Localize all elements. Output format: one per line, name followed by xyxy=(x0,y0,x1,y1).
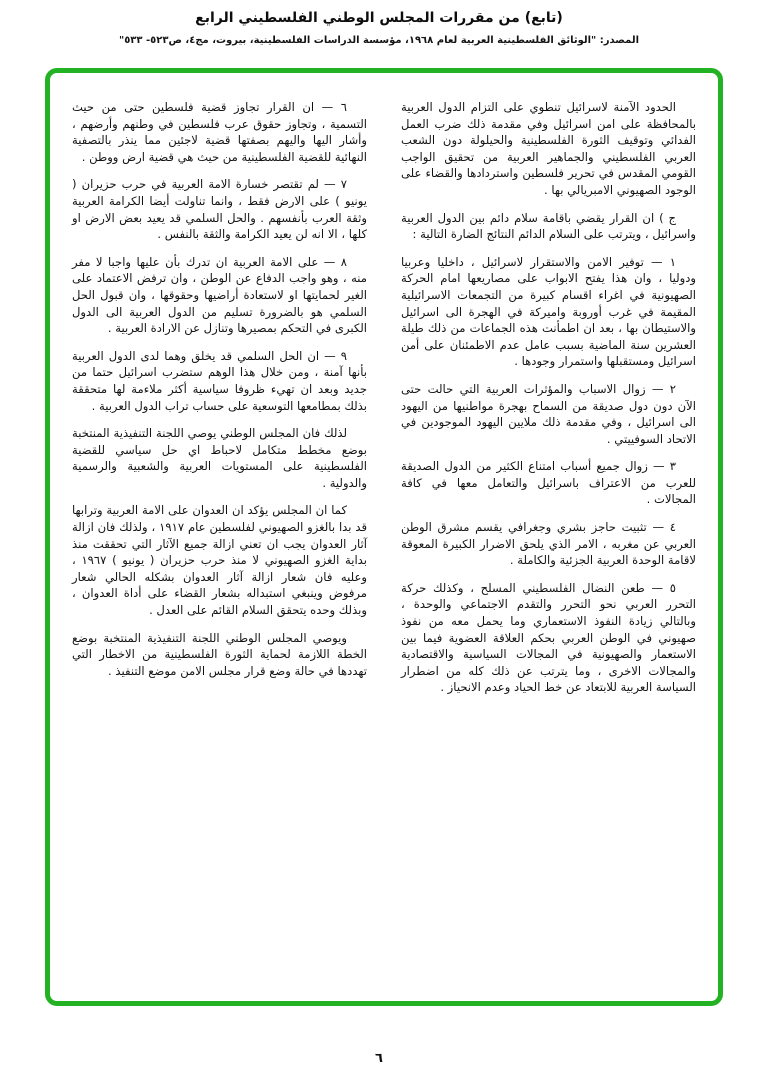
paragraph: ٦ — ان القرار تجاوز قضية فلسطين حتى من حيث التسمية ، وتجاوز حقوق عرب فلسطين في وطنهم وأرضهم ، وأشار اليها واليهم بصفتها قضية لاجئين مما ينذر بالتصفية النهائية للقضية الفلسطينية من حيث هي قضية ارض ووطن . xyxy=(72,100,367,164)
paragraph: ٨ — على الامة العربية ان تدرك بأن عليها واجبا لا مفر منه ، وهو واجب الدفاع عن الوطن ، وان ترفض الاعتماد على الغير لحمايتها او لاستعادة أراضيها وحقوقها ، وان قبول الحل السلمي هو بالضرورة تسليم من الدول العربية الى الدول الكبرى في التحكم بمصيرها وتنازل عن الارادة العربية . xyxy=(72,254,367,336)
page-number: ٦ xyxy=(375,1051,383,1066)
green-border-frame xyxy=(45,68,723,1006)
paragraph: ويوصي المجلس الوطني اللجنة التنفيذية المنتخبة بوضع الخطة اللازمة لحماية الثورة الفلسطينية من الاخطار التي تهددها في حالة وضع قرار مجلس الامن موضع التنفيذ . xyxy=(72,630,367,678)
paragraph: ٩ — ان الحل السلمي قد يخلق وهما لدى الدول العربية بأنها آمنة ، ومن خلال هذا الوهم ستضرب اسرائيل حتما من جديد وبعد ان تهيء ظروفا سياسية أكثر ملاءمة لها متحققة بذلك بمطامعها التوسعية على حساب تراب الدول العربية . xyxy=(72,348,367,413)
paragraph: ١ — توفير الامن والاستقرار لاسرائيل ، داخليا وعربيا ودوليا ، وان هذا يفتح الابواب على مصاريعها امام الحركة الصهيونية في اغراء اقسام كبيرة من التجمعات الاسرائيلية المقيمة في غرب أوروبة واميركة في الهجرة الى اسرائيل والاستيطان بها ، بعد ان اطمأنت هذه الجماعات من ذلك طيلة العشرين سنة الماضية بسبب عامل عدم الاطمئنان على أمن اسرائيل ومستقبلها واستمرار وجودها . xyxy=(401,254,696,369)
paragraph: لذلك فان المجلس الوطني يوصي اللجنة التنفيذية المنتخبة بوضع مخطط متكامل لاحباط اي حل سياسي للقضية الفلسطينية على المستويات العربية والشعبية والرسمية والدولية . xyxy=(72,426,367,490)
paragraph: ٤ — تثبيت حاجز بشري وجغرافي يقسم مشرق الوطن العربي عن مغربه ، الامر الذي يلحق الاضرار الكبيرة المعوقة لاقامة الوحدة العربية الجزئية والكاملة . xyxy=(401,520,696,568)
paragraph: ٥ — طعن النضال الفلسطيني المسلح ، وكذلك حركة التحرر العربي نحو التحرر والتقدم الاجتماعي والوحدة ، وبالتالي زيادة النفوذ الاستعماري وما يحمل معه من نفوذ صهيوني في الوطن العربي بحكم العلاقة العضوية فيما بين الاستعمار والصهيونية في المجالات السياسية والاقتصادية والمجالات الاخرى ، وما يترتب عن ذلك كله من اضطرار السياسة العربية للابتعاد عن خط الحياد وعدم الانحياز . xyxy=(401,580,696,695)
right-column xyxy=(401,99,696,981)
paragraph: كما ان المجلس يؤكد ان العدوان على الامة العربية وترابها قد بدا بالغزو الصهيوني لفلسطين عام ١٩١٧ ، ولذلك فان ازالة آثار العدوان يجب ان تعني ازالة جميع الآثار التي تحققت منذ بداية الغزو الصهيوني لا منذ حرب حزيران ( يونيو ) ١٩٦٧ ، وعليه فان شعار ازالة آثار العدوان بشكله الحالي شعار مرفوض وينبغي استبداله بشعار القضاء على أداة العدوان ، وبذلك وحده يتحقق السلام القائم على العدل . xyxy=(72,503,367,618)
left-column xyxy=(72,99,367,981)
text-columns xyxy=(50,73,718,1001)
paragraph: ج ) ان القرار يقضي باقامة سلام دائم بين الدول العربية واسرائيل ، ويترتب على السلام الدائم النتائج الضارة التالية : xyxy=(401,210,696,242)
page-header xyxy=(0,0,758,46)
paragraph: الحدود الآمنة لاسرائيل تنطوي على التزام الدول العربية بالمحافظة على امن اسرائيل وفي مقدمة ذلك ضرب العمل الفدائي وتوقيف الثورة الفلسطينية والحيلولة دون الشعب العربي الفلسطيني والجماهير العربية من تحقيق الواجب القومي المقدس في تحرير فلسطين واستردادها والقضاء على الوجود الصهيوني الامبريالي بها . xyxy=(401,100,696,197)
paragraph: ٣ — زوال جميع أسباب امتناع الكثير من الدول الصديقة للعرب من الاعتراف باسرائيل والتعامل معها في كافة المجالات . xyxy=(401,459,696,507)
source-line: المصدر: "الوثائق الفلسطينية العربية لعام ١٩٦٨، مؤسسة الدراسات الفلسطينية، بيروت، مج٤، ص٥٢٣- ٥٣٣" xyxy=(118,35,640,46)
paragraph: ٢ — زوال الاسباب والمؤثرات العربية التي حالت حتى الآن دون دول صديقة من السماح بهجرة مواطنيها من اليهود الى اسرائيل ، وفي مقدمة ذلك ملايين اليهود الموجودين في الاتحاد السوفييتي . xyxy=(401,381,696,446)
paragraph: ٧ — لم تقتصر خسارة الامة العربية في حرب حزيران ( يونيو ) على الارض فقط ، وانما تناولت أيضا الكرامة العربية وثقة العرب بأنفسهم . والحل السلمي قد يعيد بعض الارض او كلها ، الا انه لن يعيد الكرامة والثقة بالنفس . xyxy=(72,177,367,242)
page-title: (تابع) من مقررات المجلس الوطني الفلسطيني الرابع xyxy=(195,10,563,26)
